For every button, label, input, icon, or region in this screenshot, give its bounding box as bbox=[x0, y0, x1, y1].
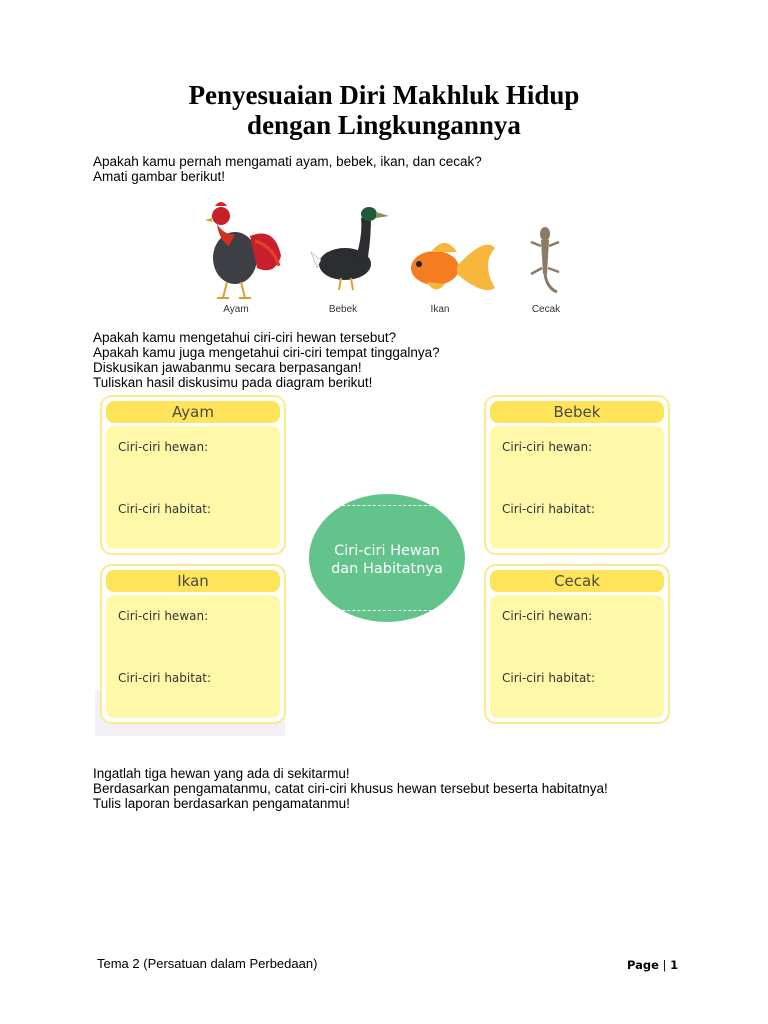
center-title bbox=[309, 542, 465, 578]
animal-traits-label: Ciri-ciri hewan: bbox=[118, 609, 209, 623]
intro-paragraph bbox=[93, 154, 482, 184]
center-line-1: Ciri-ciri Hewan bbox=[334, 543, 440, 559]
card-ayam bbox=[100, 395, 286, 555]
card-ikan bbox=[100, 564, 286, 724]
question-line: Diskusikan jawabanmu secara berpasangan! bbox=[93, 360, 362, 375]
title-line-2: dengan Lingkungannya bbox=[247, 110, 521, 140]
rooster-icon bbox=[205, 202, 281, 298]
intro-line: Amati gambar berikut! bbox=[93, 169, 226, 184]
page-number bbox=[627, 958, 678, 972]
center-circle bbox=[309, 494, 465, 622]
animal-traits-label: Ciri-ciri hewan: bbox=[502, 609, 593, 623]
card-body bbox=[490, 595, 664, 718]
intro-line: Apakah kamu pernah mengamati ayam, bebek, ikan, dan cecak? bbox=[93, 154, 482, 169]
animal-label-ikan: Ikan bbox=[430, 304, 450, 315]
question-line: Apakah kamu mengetahui ciri-ciri hewan tersebut? bbox=[93, 330, 397, 345]
habitat-traits-label: Ciri-ciri habitat: bbox=[502, 671, 596, 685]
duck-icon bbox=[311, 207, 389, 290]
animal-label-cecak: Cecak bbox=[531, 304, 561, 315]
question-line: Apakah kamu juga mengetahui ciri-ciri tempat tinggalnya? bbox=[93, 345, 440, 360]
card-title: Ikan bbox=[106, 570, 280, 592]
page-label: Page bbox=[627, 958, 659, 972]
closing-paragraph bbox=[93, 766, 608, 811]
closing-line: Ingatlah tiga hewan yang ada di sekitarmu! bbox=[93, 766, 350, 781]
card-cecak bbox=[484, 564, 670, 724]
title-line-1: Penyesuaian Diri Makhluk Hidup bbox=[188, 80, 580, 110]
card-body bbox=[106, 595, 280, 718]
closing-line: Tulis laporan berdasarkan pengamatanmu! bbox=[93, 796, 350, 811]
card-title: Bebek bbox=[490, 401, 664, 423]
habitat-traits-label: Ciri-ciri habitat: bbox=[502, 502, 596, 516]
animal-label-bebek: Bebek bbox=[328, 304, 358, 315]
dashed-line bbox=[327, 610, 447, 611]
animal-traits-label: Ciri-ciri hewan: bbox=[502, 440, 593, 454]
page-number-value: 1 bbox=[670, 958, 679, 972]
card-body bbox=[490, 426, 664, 549]
center-line-2: dan Habitatnya bbox=[331, 561, 443, 577]
card-bebek bbox=[484, 395, 670, 555]
closing-line: Berdasarkan pengamatanmu, catat ciri-ciri khusus hewan tersebut beserta habitatnya! bbox=[93, 781, 608, 796]
animal-label-ayam: Ayam bbox=[223, 304, 249, 315]
card-body bbox=[106, 426, 280, 549]
animals-svg bbox=[195, 196, 575, 306]
goldfish-icon bbox=[411, 243, 495, 290]
animal-illustrations bbox=[195, 196, 575, 318]
card-title: Cecak bbox=[490, 570, 664, 592]
animal-traits-label: Ciri-ciri hewan: bbox=[118, 440, 209, 454]
page-separator: | bbox=[662, 958, 667, 972]
card-title: Ayam bbox=[106, 401, 280, 423]
habitat-traits-label: Ciri-ciri habitat: bbox=[118, 502, 212, 516]
questions-paragraph bbox=[93, 330, 440, 390]
dashed-line bbox=[327, 505, 447, 506]
footer-theme: Tema 2 (Persatuan dalam Perbedaan) bbox=[97, 956, 318, 971]
gecko-icon bbox=[531, 227, 559, 292]
question-line: Tuliskan hasil diskusimu pada diagram berikut! bbox=[93, 375, 373, 390]
habitat-traits-label: Ciri-ciri habitat: bbox=[118, 671, 212, 685]
page-title bbox=[0, 80, 768, 140]
